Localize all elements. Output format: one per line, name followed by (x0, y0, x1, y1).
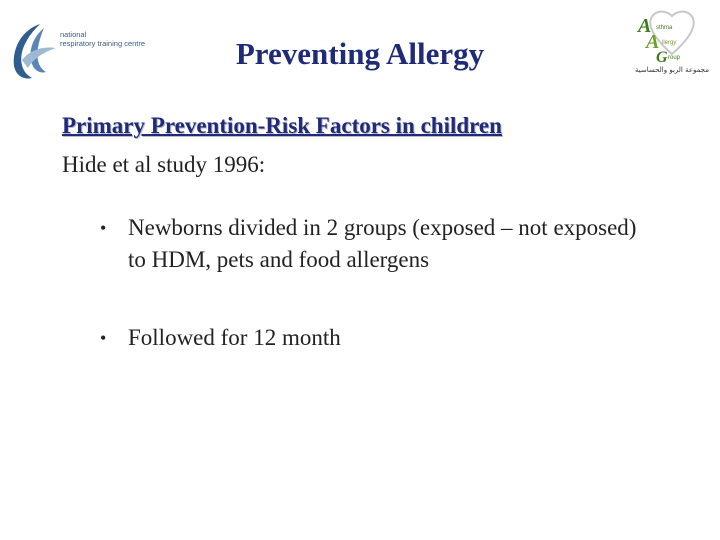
bullet-text: Newborns divided in 2 groups (exposed – not exposed) to HDM, pets and food allergens (128, 215, 637, 272)
aag-word-3: roup (668, 55, 681, 61)
aag-word-1: sthma (656, 25, 673, 31)
slide-subtitle: Primary Prevention-Risk Factors in children (62, 113, 502, 138)
bullet-text: Followed for 12 month (128, 325, 341, 350)
nrtc-line-1: national (60, 30, 87, 39)
bullet-marker: • (100, 328, 107, 348)
study-reference: Hide et al study 1996: (62, 152, 266, 177)
bullet-item (100, 212, 660, 276)
bullet-list (100, 212, 660, 354)
aag-letter-3: G (656, 49, 668, 66)
bullet-marker: • (100, 218, 107, 238)
aag-letter-2: A (646, 31, 660, 53)
bullet-item (100, 322, 660, 354)
aag-arabic-text: مجموعة الربو والحساسية (635, 66, 709, 74)
aag-letter-1: A (638, 15, 652, 37)
nrtc-line-2: respiratory training centre (60, 38, 146, 48)
aag-word-2: llergy (662, 40, 677, 46)
slide-title: Preventing Allergy (235, 36, 485, 71)
